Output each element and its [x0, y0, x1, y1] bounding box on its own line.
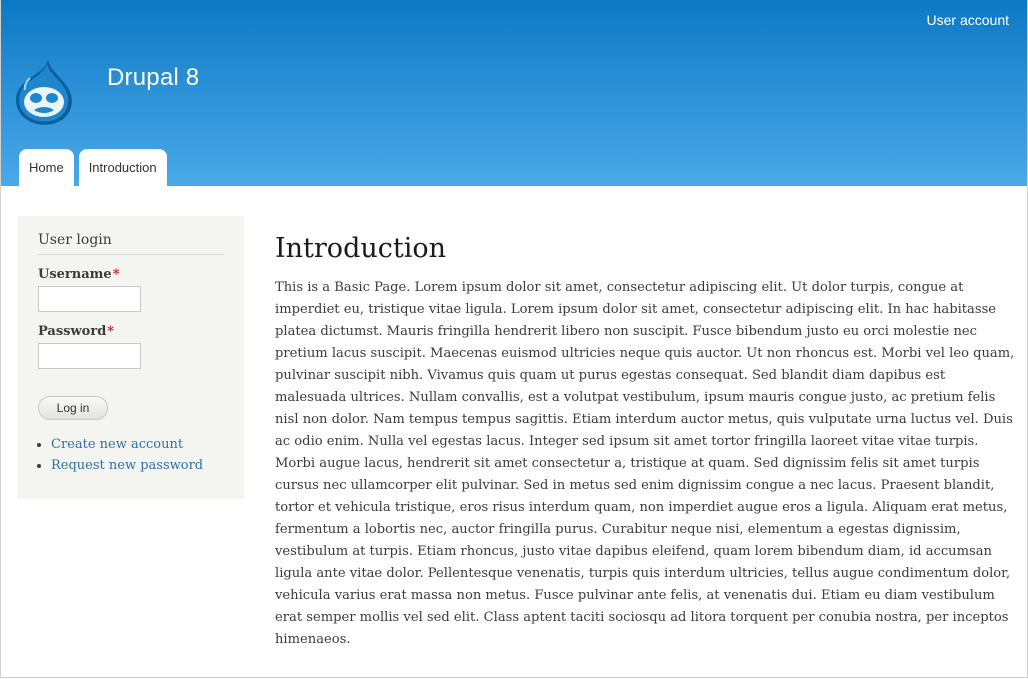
- list-item: [51, 455, 224, 476]
- main-content: [275, 230, 1020, 651]
- login-links-list: [38, 434, 224, 476]
- password-input[interactable]: [38, 343, 141, 369]
- request-new-password-link[interactable]: Request new password: [51, 458, 204, 473]
- user-account-link[interactable]: User account: [926, 12, 1009, 28]
- site-name[interactable]: Drupal 8: [107, 64, 200, 91]
- tab-introduction[interactable]: Introduction: [79, 149, 167, 186]
- page-title: Introduction: [275, 233, 446, 264]
- user-login-block: [17, 216, 244, 499]
- required-marker: *: [107, 324, 115, 339]
- list-item: [51, 434, 224, 455]
- required-marker: *: [112, 267, 120, 282]
- username-label-text: Username: [38, 267, 112, 282]
- password-label-text: Password: [38, 324, 107, 339]
- main-navigation-tabs: [19, 149, 167, 186]
- username-input[interactable]: [38, 286, 141, 312]
- site-header: [1, 0, 1027, 186]
- username-label: [38, 267, 224, 282]
- drupal-drop-logo-icon[interactable]: [14, 58, 76, 126]
- page-body-text: This is a Basic Page. Lorem ipsum dolor sit amet, consectetur adipiscing elit. Ut dolor turpis, congue at imperdiet eu, tristique vitae ligula. Lorem ipsum dolor sit amet, consectetur adipiscing elit. In hac habitasse platea dictumst. Mauris fringilla hendrerit libero non suscipit. Fusce bibendum justo eu orci molestie nec pretium lacus suscipit. Maecenas euismod ultricies neque quis auctor. Ut non rhoncus est. Morbi vel leo quam, pulvinar suscipit nibh. Vivamus quis quam ut purus egestas consequat. Sed blandit diam dapibus est malesuada ultrices. Nullam convallis, est a volutpat vestibulum, ipsum mauris congue justo, ac pretium felis nisl non dolor. Nam tempus tempus sagittis. Etiam interdum auctor metus, quis vulputate urna luctus vel. Duis ac odio enim. Nulla vel egestas lacus. Integer sed ipsum sit amet tortor fringilla laoreet vitae vitae turpis. Morbi augue lacus, hendrerit sit amet consectetur a, tristique at quam. Sed dignissim felis sit amet turpis cursus nec ullamcorper elit pulvinar. Sed in metus sed enim dignissim congue a nec lacus. Praesent blandit, tortor et vehicula tristique, eros risus interdum quam, non imperdiet augue eros a ligula. Aliquam erat metus, fermentum a lobortis nec, auctor fringilla purus. Curabitur neque nisi, elementum a egestas dignissim, vestibulum at turpis. Etiam rhoncus, justo vitae dapibus eleifend, quam lorem bibendum diam, id accumsan ligula ante vitae dolor. Pellentesque venenatis, turpis quis interdum ultricies, tellus augue condimentum dolor, vehicula varius erat massa non metus. Fusce pulvinar ante felis, at venenatis dui. Etiam eu diam vestibulum erat semper mollis vel sed elit. Class aptent taciti sociosqu ad litora torquent per conubia nostra, per inceptos himenaeos.: [275, 280, 1015, 647]
- log-in-button[interactable]: Log in: [38, 396, 108, 420]
- create-new-account-link[interactable]: Create new account: [51, 437, 184, 452]
- user-login-title: User login: [38, 232, 224, 255]
- password-label: [38, 324, 224, 339]
- tab-home[interactable]: Home: [19, 149, 74, 186]
